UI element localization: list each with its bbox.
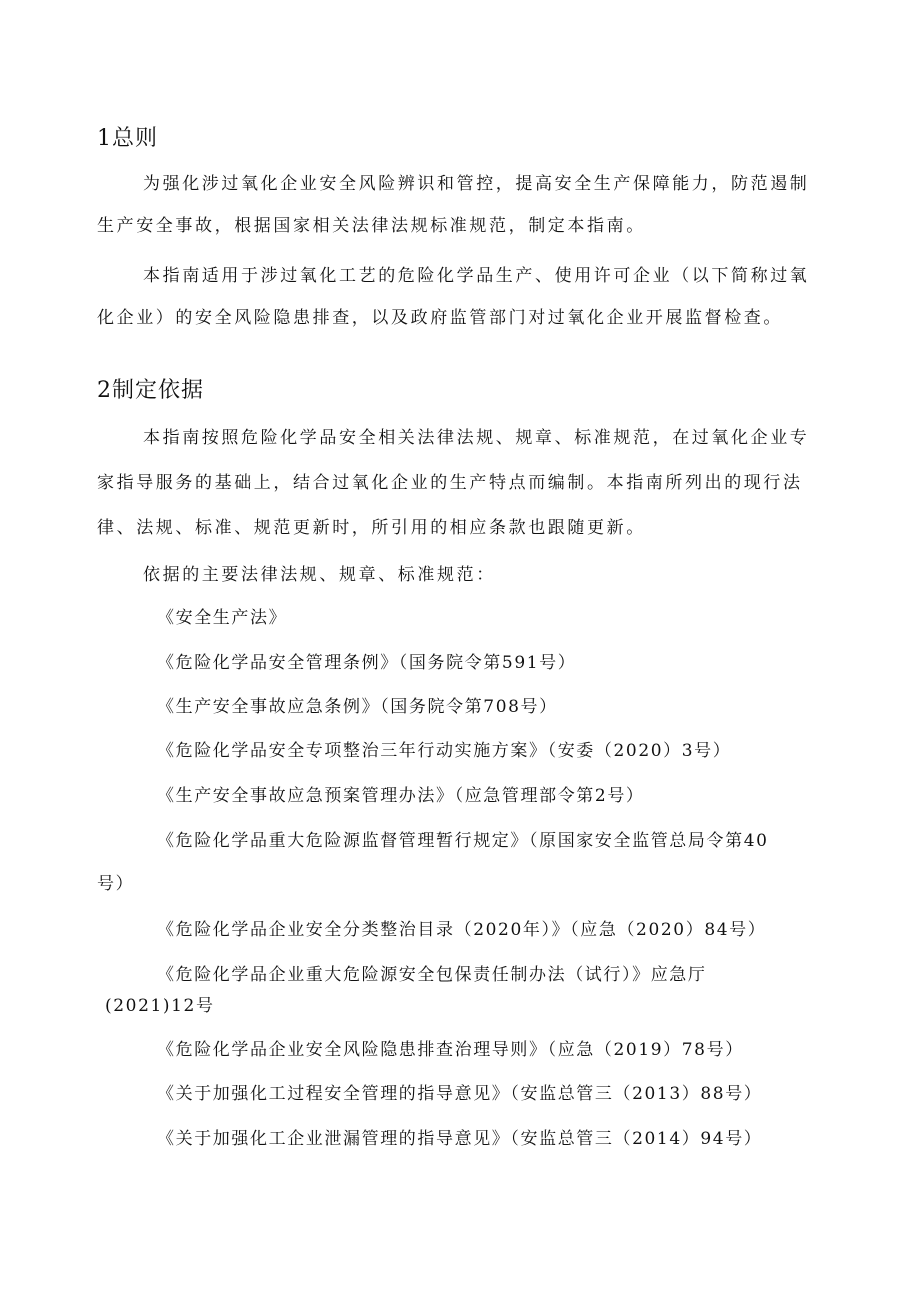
reference-item: 《危险化学品安全管理条例》（国务院令第591号） [157,653,577,673]
section-1-paragraph-2-line-1: 本指南适用于涉过氧化工艺的危险化学品生产、使用许可企业（以下简称过氧 [143,266,810,286]
reference-item: 《生产安全事故应急条例》（国务院令第708号） [157,697,558,717]
section-1-paragraph-2-line-2: 化企业）的安全风险隐患排查，以及政府监管部门对过氧化企业开展监督检查。 [97,308,783,328]
reference-item: 《关于加强化工企业泄漏管理的指导意见》（安监总管三（2014）94号） [157,1129,763,1149]
reference-item: 《危险化学品企业安全风险隐患排查治理导则》（应急（2019）78号） [157,1040,744,1060]
reference-item: 《安全生产法》 [157,608,288,628]
section-1-paragraph-1-line-1: 为强化涉过氧化企业安全风险辨识和管控，提高安全生产保障能力，防范遏制 [143,174,810,194]
reference-item-continuation: (2021)12号 [105,996,215,1016]
section-2-paragraph-2: 依据的主要法律法规、规章、标准规范： [143,565,496,585]
section-2-title: 2制定依据 [97,378,204,403]
reference-item: 《生产安全事故应急预案管理办法》（应急管理部令第2号） [157,786,645,806]
reference-item: 《危险化学品企业安全分类整治目录（2020年）》（应急（2020）84号） [157,920,767,940]
reference-item: 《危险化学品重大危险源监督管理暂行规定》（原国家安全监管总局令第40 [157,831,769,851]
reference-item-continuation: 号） [97,874,135,894]
section-2-paragraph-1-line-1: 本指南按照危险化学品安全相关法律法规、规章、标准规范，在过氧化企业专 [143,428,810,448]
reference-item: 《关于加强化工过程安全管理的指导意见》（安监总管三（2013）88号） [157,1084,763,1104]
section-2-paragraph-1-line-3: 律、法规、标准、规范更新时，所引用的相应条款也跟随更新。 [97,518,646,538]
reference-item: 《危险化学品安全专项整治三年行动实施方案》（安委（2020）3号） [157,741,732,761]
reference-item: 《危险化学品企业重大危险源安全包保责任制办法（试行）》应急厅 [157,965,707,985]
section-1-title: 1总则 [97,126,158,151]
section-2-paragraph-1-line-2: 家指导服务的基础上，结合过氧化企业的生产特点而编制。本指南所列出的现行法 [97,473,803,493]
section-1-paragraph-1-line-2: 生产安全事故，根据国家相关法律法规标准规范，制定本指南。 [97,216,646,236]
